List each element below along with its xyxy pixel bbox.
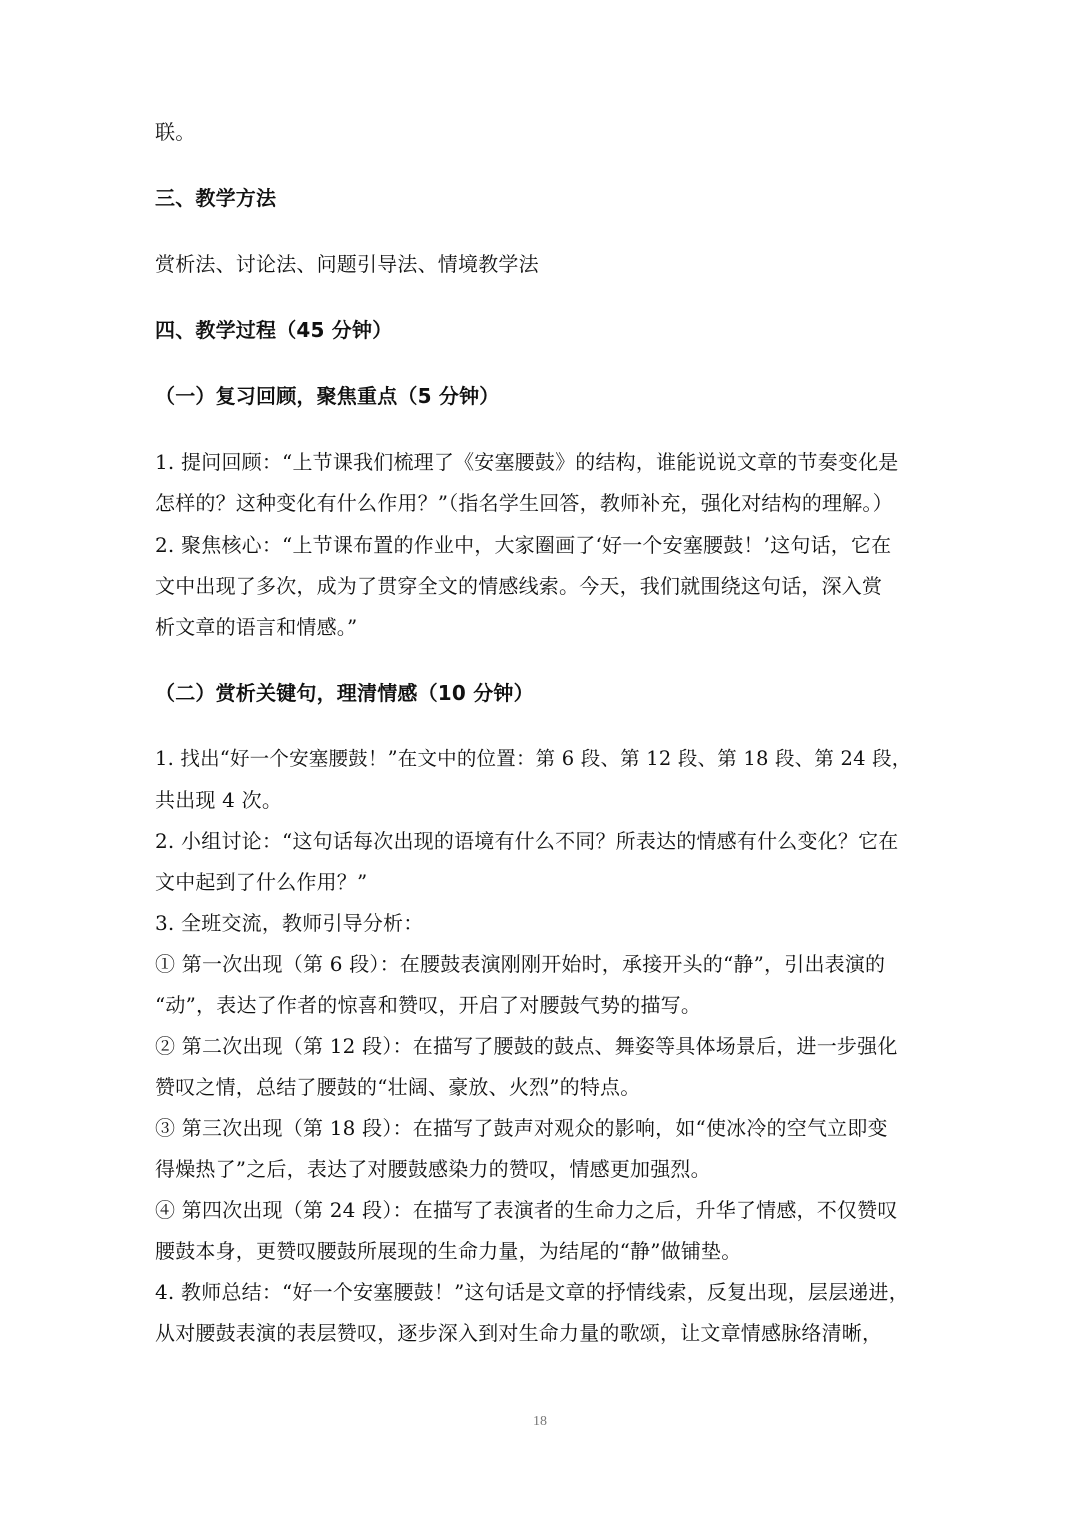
text-line: 得燥热了”之后，表达了对腰鼓感染力的赞叹，情感更加强烈。 [155, 1157, 711, 1181]
text-line: 1. 找出“好一个安塞腰鼓！”在文中的位置：第 6 段、第 12 段、第 18 段、第 24 段， [155, 747, 912, 770]
subsection-heading-analysis: （二）赏析关键句，理清情感（10 分钟） [155, 681, 534, 705]
text-line: 2. 小组讨论：“这句话每次出现的语境有什么不同？所表达的情感有什么变化？它在 [155, 829, 899, 853]
text-line: ③ 第三次出现（第 18 段）：在描写了鼓声对观众的影响，如“使冰冷的空气立即变 [155, 1116, 888, 1140]
text-line: 赞叹之情，总结了腰鼓的“壮阔、豪放、火烈”的特点。 [155, 1075, 641, 1099]
text-line: “动”，表达了作者的惊喜和赞叹，开启了对腰鼓气势的描写。 [155, 993, 702, 1017]
section-heading-process: 四、教学过程（45 分钟） [155, 318, 393, 342]
text-line: 4. 教师总结：“好一个安塞腰鼓！”这句话是文章的抒情线索，反复出现，层层递进， [155, 1280, 909, 1304]
text-line: 3. 全班交流，教师引导分析： [155, 911, 424, 935]
text-line: 怎样的？这种变化有什么作用？”（指名学生回答，教师补充，强化对结构的理解。） [155, 491, 893, 515]
text-line: ② 第二次出现（第 12 段）：在描写了腰鼓的鼓点、舞姿等具体场景后，进一步强化 [155, 1034, 898, 1058]
text-line: ① 第一次出现（第 6 段）：在腰鼓表演刚刚开始时，承接开头的“静”，引出表演的 [155, 952, 886, 976]
text-line: 析文章的语言和情感。” [155, 615, 358, 639]
text-line: 文中出现了多次，成为了贯穿全文的情感线索。今天，我们就围绕这句话，深入赏 [155, 574, 883, 598]
text-line: 从对腰鼓表演的表层赞叹，逐步深入到对生命力量的歌颂，让文章情感脉络清晰， [155, 1321, 883, 1345]
text-line: 赏析法、讨论法、问题引导法、情境教学法 [155, 252, 539, 276]
text-line: 1. 提问回顾：“上节课我们梳理了《安塞腰鼓》的结构，谁能说说文章的节奏变化是 [155, 450, 899, 474]
section-heading-methods: 三、教学方法 [155, 186, 277, 210]
subsection-heading-review: （一）复习回顾，聚焦重点（5 分钟） [155, 384, 500, 408]
text-line: 联。 [155, 120, 196, 144]
text-line: 腰鼓本身，更赞叹腰鼓所展现的生命力量，为结尾的“静”做铺垫。 [155, 1239, 742, 1263]
text-line: 2. 聚焦核心：“上节课布置的作业中，大家圈画了‘好一个安塞腰鼓！’这句话，它在 [155, 533, 892, 557]
page-number: 18 [533, 1414, 547, 1429]
text-line: 共出现 4 次。 [155, 788, 283, 812]
text-line: 文中起到了什么作用？” [155, 870, 368, 894]
text-line: ④ 第四次出现（第 24 段）：在描写了表演者的生命力之后，升华了情感，不仅赞叹 [155, 1198, 898, 1222]
